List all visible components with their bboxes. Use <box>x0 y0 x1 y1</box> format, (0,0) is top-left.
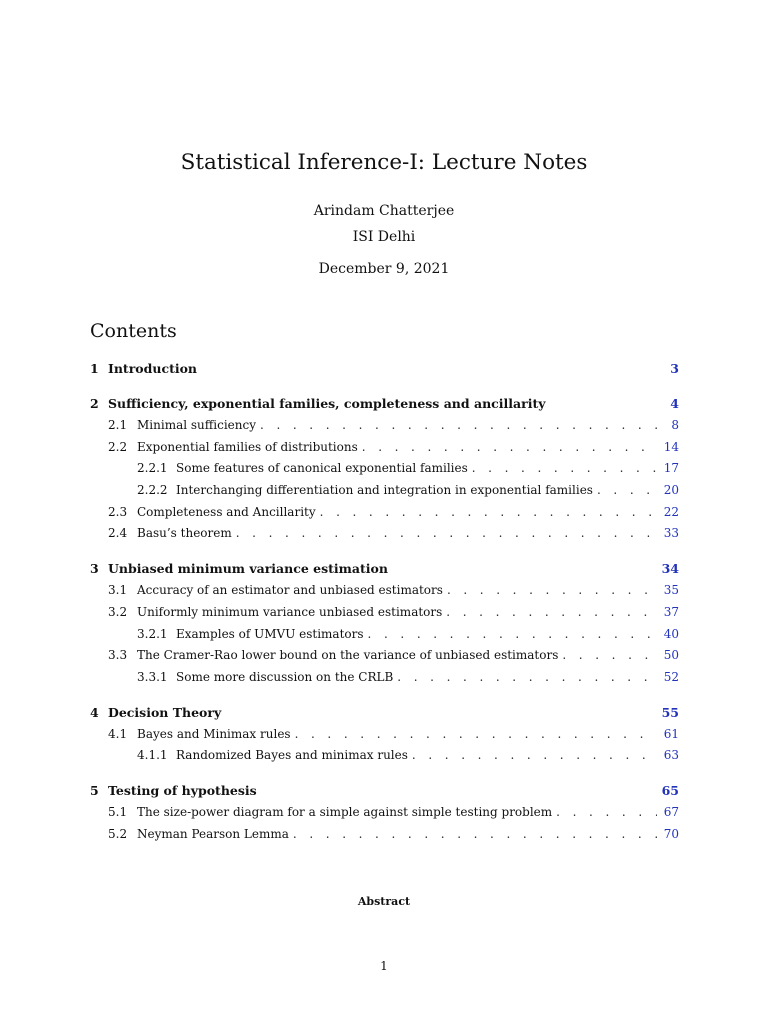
toc-section-block <box>90 358 679 380</box>
toc-entry-title[interactable]: Basu’s theorem <box>137 526 232 541</box>
toc-page-link[interactable]: 37 <box>663 604 679 619</box>
toc-page-link[interactable]: 4 <box>670 396 679 411</box>
toc-page-link[interactable]: 34 <box>661 561 679 577</box>
toc-entry-number: 2.3 <box>108 504 128 519</box>
document-date: December 9, 2021 <box>318 261 450 277</box>
toc-section-entry[interactable] <box>90 702 679 724</box>
toc-section-gap <box>90 545 679 558</box>
toc-entry-number: 3.2 <box>108 604 128 619</box>
toc-entry-title[interactable]: Accuracy of an estimator and unbiased estimators <box>137 583 443 598</box>
toc-subsection-entry[interactable] <box>90 602 679 624</box>
toc-page-link[interactable]: 14 <box>663 439 679 454</box>
toc-entry-number: 4 <box>90 704 99 720</box>
toc-entry-number: 5 <box>90 782 99 798</box>
toc-dot-leader <box>320 502 657 524</box>
toc-entry-number: 3.2.1 <box>137 626 168 641</box>
toc-page-link[interactable]: 52 <box>663 669 679 684</box>
toc-dot-leader <box>472 458 657 480</box>
toc-entry-title[interactable]: Sufficiency, exponential families, completeness and ancillarity <box>108 396 546 411</box>
toc-dot-leader <box>447 580 657 602</box>
toc-dot-leader <box>236 523 657 545</box>
toc-entry-title[interactable]: Interchanging differentiation and integration in exponential families <box>176 483 593 498</box>
toc-entry-title[interactable]: Neyman Pearson Lemma <box>137 826 289 841</box>
toc-dot-leader <box>295 724 657 746</box>
toc-entry-number: 5.1 <box>108 804 128 819</box>
toc-entry-title[interactable]: Some more discussion on the CRLB <box>176 669 394 684</box>
page-number: 1 <box>380 959 388 973</box>
toc-entry-number: 1 <box>90 361 99 376</box>
toc-subsection-entry[interactable] <box>90 458 679 480</box>
toc-section-block <box>90 558 679 688</box>
toc-section-block <box>90 780 679 845</box>
toc-page-link[interactable]: 61 <box>663 726 679 741</box>
toc-subsection-entry[interactable] <box>90 415 679 437</box>
author-name: Arindam Chatterjee <box>313 203 455 219</box>
toc-subsection-entry[interactable] <box>90 502 679 524</box>
toc-page-link[interactable]: 70 <box>663 826 679 841</box>
toc-subsection-entry[interactable] <box>90 802 679 824</box>
toc-entry-title[interactable]: Exponential families of distributions <box>137 439 358 454</box>
toc-entry-number: 5.2 <box>108 826 128 841</box>
toc-entry-number: 3.3 <box>108 648 128 663</box>
toc-subsection-entry[interactable] <box>90 724 679 746</box>
toc-page-link[interactable]: 40 <box>663 626 679 641</box>
toc-entry-title[interactable]: Uniformly minimum variance unbiased estimators <box>137 604 443 619</box>
toc-entry-title[interactable]: Decision Theory <box>108 704 222 720</box>
toc-entry-title[interactable]: Randomized Bayes and minimax rules <box>176 748 408 763</box>
toc-page-link[interactable]: 20 <box>663 483 679 498</box>
toc-entry-title[interactable]: Some features of canonical exponential families <box>176 461 468 476</box>
toc-dot-leader <box>597 480 657 502</box>
toc-subsection-entry[interactable] <box>90 480 679 502</box>
toc-section-block <box>90 702 679 767</box>
toc-subsection-entry[interactable] <box>90 824 679 846</box>
toc-page-link[interactable]: 35 <box>663 583 679 598</box>
toc-page-link[interactable]: 65 <box>661 782 679 798</box>
toc-section-gap <box>90 380 679 393</box>
toc-page-link[interactable]: 33 <box>663 526 679 541</box>
toc-subsection-entry[interactable] <box>90 580 679 602</box>
table-of-contents <box>90 358 679 845</box>
toc-dot-leader <box>412 745 657 767</box>
abstract-heading: Abstract <box>357 895 411 908</box>
toc-entry-number: 2.2 <box>108 439 128 454</box>
toc-dot-leader <box>368 624 657 646</box>
toc-entry-number: 3.3.1 <box>137 669 168 684</box>
toc-subsection-entry[interactable] <box>90 645 679 667</box>
toc-page-link[interactable]: 50 <box>663 648 679 663</box>
contents-heading: Contents <box>90 320 177 342</box>
toc-page-link[interactable]: 3 <box>670 361 679 376</box>
toc-subsection-entry[interactable] <box>90 667 679 689</box>
toc-dot-leader <box>446 602 657 624</box>
toc-entry-title[interactable]: Bayes and Minimax rules <box>137 726 291 741</box>
toc-dot-leader <box>362 437 657 459</box>
toc-entry-number: 4.1 <box>108 726 128 741</box>
toc-dot-leader <box>397 667 657 689</box>
toc-section-entry[interactable] <box>90 358 679 380</box>
toc-page-link[interactable]: 63 <box>663 748 679 763</box>
toc-entry-number: 2.2.2 <box>137 483 168 498</box>
toc-dot-leader <box>293 824 657 846</box>
toc-entry-number: 4.1.1 <box>137 748 168 763</box>
toc-dot-leader <box>562 645 657 667</box>
toc-entry-number: 2.1 <box>108 418 128 432</box>
toc-page-link[interactable]: 67 <box>663 804 679 819</box>
toc-entry-number: 3.1 <box>108 583 128 598</box>
toc-entry-title[interactable]: Completeness and Ancillarity <box>137 504 316 519</box>
toc-page-link[interactable]: 22 <box>663 504 679 519</box>
toc-entry-number: 2.4 <box>108 526 128 541</box>
toc-subsection-entry[interactable] <box>90 437 679 459</box>
toc-page-link[interactable]: 55 <box>661 704 679 720</box>
toc-section-entry[interactable] <box>90 780 679 802</box>
toc-entry-number: 3 <box>90 561 99 577</box>
toc-subsection-entry[interactable] <box>90 523 679 545</box>
toc-entry-title[interactable]: Testing of hypothesis <box>108 782 257 798</box>
toc-dot-leader <box>556 802 657 824</box>
toc-page-link[interactable]: 17 <box>663 461 679 476</box>
toc-dot-leader <box>260 415 657 437</box>
document-title: Statistical Inference-I: Lecture Notes <box>180 150 588 175</box>
toc-section-gap <box>90 767 679 780</box>
toc-section-gap <box>90 689 679 702</box>
toc-entry-title[interactable]: The Cramer-Rao lower bound on the variance of unbiased estimators <box>137 648 559 663</box>
toc-page-link[interactable]: 8 <box>671 418 679 432</box>
toc-entry-title[interactable]: Minimal sufficiency <box>137 418 257 432</box>
toc-entry-title[interactable]: Examples of UMVU estimators <box>176 626 364 641</box>
toc-entry-title[interactable]: Unbiased minimum variance estimation <box>108 561 388 577</box>
toc-entry-title[interactable]: The size-power diagram for a simple against simple testing problem <box>137 804 553 819</box>
toc-section-entry[interactable] <box>90 393 679 415</box>
author-affiliation: ISI Delhi <box>352 229 416 245</box>
toc-entry-number: 2 <box>90 396 99 411</box>
toc-section-entry[interactable] <box>90 558 679 580</box>
toc-subsection-entry[interactable] <box>90 745 679 767</box>
toc-entry-title[interactable]: Introduction <box>108 361 198 376</box>
toc-subsection-entry[interactable] <box>90 624 679 646</box>
toc-section-block <box>90 393 679 545</box>
toc-entry-number: 2.2.1 <box>137 461 168 476</box>
